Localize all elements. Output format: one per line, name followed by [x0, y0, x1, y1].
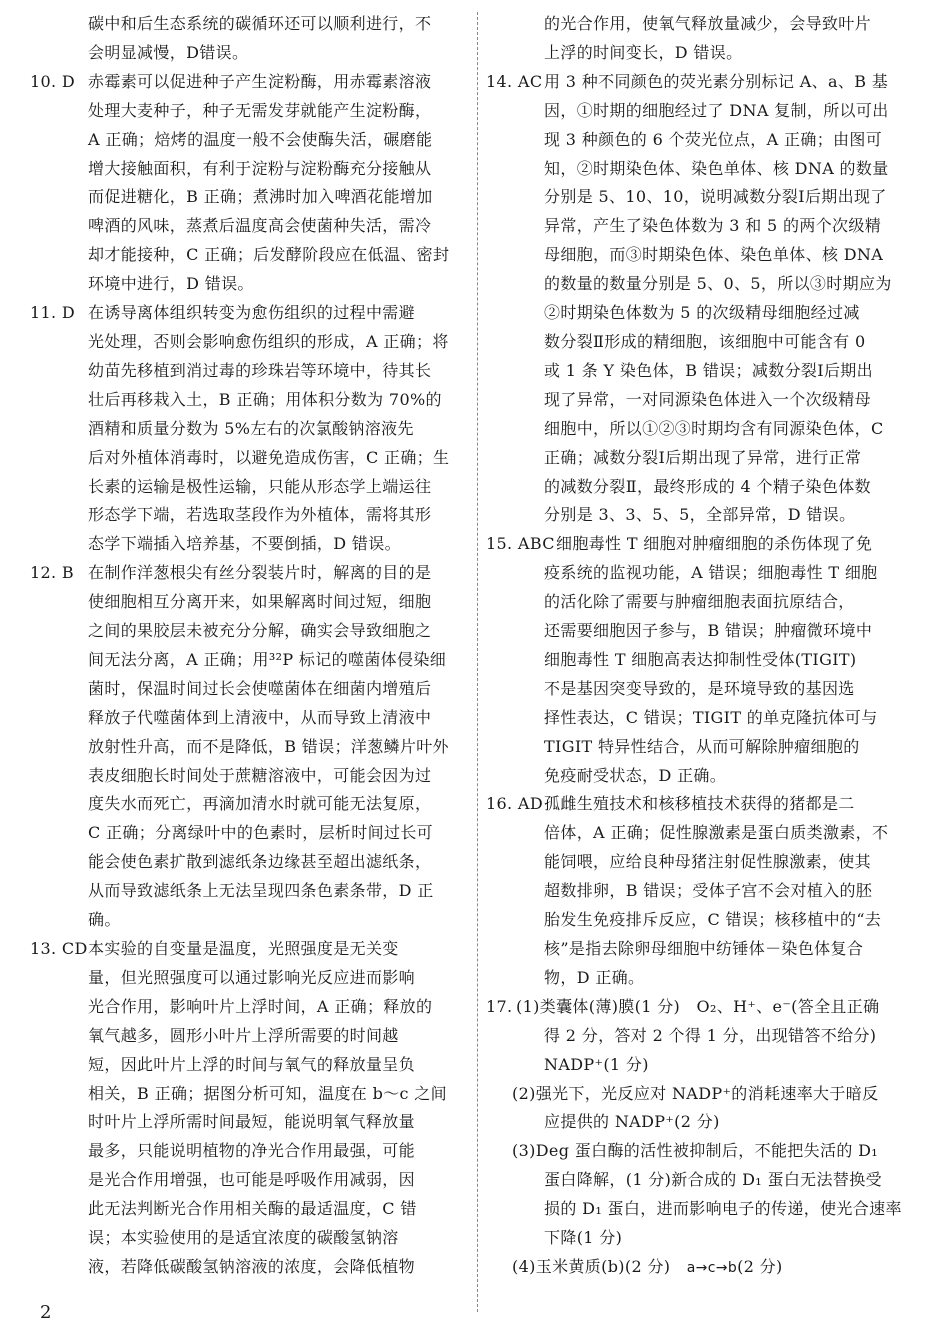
- answer-line: 细胞中，所以①②③时期均含有同源染色体，C: [544, 418, 884, 438]
- answer-line: 处理大麦种子，种子无需发芽就能产生淀粉酶，: [88, 100, 432, 120]
- answer-line: 表皮细胞长时间处于蔗糖溶液中，可能会因为过: [88, 765, 432, 785]
- answer-line: 确。: [88, 910, 121, 930]
- answer-line: 超数排卵，B 错误；受体子宫不会对植入的胚: [544, 881, 873, 901]
- answer-part-3: (3)Deg 蛋白酶的活性被抑制后，不能把失活的 D₁: [512, 1141, 879, 1161]
- answer-line: 壮后再移栽入土，B 正确；用体积分数为 70%的: [88, 389, 442, 409]
- answer-text: (4)玉米黄质(b)(2 分): [512, 1256, 687, 1276]
- answer-line: 分别是 3、3、5、5，全部异常，D 错误。: [544, 505, 856, 525]
- answer-line: 氧气越多，圆形小叶片上浮所需要的时间越: [88, 1025, 399, 1045]
- answer-line: 光处理，否则会影响愈伤组织的形成，A 正确；将: [88, 331, 449, 351]
- question-10: [30, 68, 470, 299]
- question-number: 14. AC: [486, 71, 543, 91]
- answer-line: 不是基因突变导致的，是环境导致的基因选: [544, 678, 855, 698]
- question-16: [486, 790, 918, 992]
- answer-line: 放射性升高，而不是降低，B 错误；洋葱鳞片叶外: [88, 736, 449, 756]
- answer-line: 核”是指去除卵母细胞中纺锤体－染色体复合: [544, 939, 864, 958]
- answer-line: 择性表达，C 错误；TIGIT 的单克隆抗体可与: [544, 707, 878, 727]
- question-17: [486, 993, 918, 1283]
- answer-line: 间无法分离，A 正确；用³²P 标记的噬菌体侵染细: [88, 649, 447, 669]
- q13-tail-line: 上浮的时间变长，D 错误。: [544, 42, 743, 62]
- answer-line: 倍体，A 正确；促性腺激素是蛋白质类激素，不: [544, 823, 889, 843]
- answer-line: 本实验的自变量是温度，光照强度是无关变: [88, 939, 399, 958]
- answer-line: 相关，B 正确；据图分析可知，温度在 b～c 之间: [88, 1083, 447, 1103]
- answer-line: 数分裂Ⅱ形成的精细胞，该细胞中可能含有 0: [544, 331, 866, 351]
- answer-part-1: (1)类囊体(薄)膜(1 分) O₂、H⁺、e⁻(答全且正确: [516, 996, 880, 1016]
- answer-line: 却才能接种，C 正确；后发酵阶段应在低温、密封: [88, 245, 450, 265]
- answer-line: 误；本实验使用的是适宜浓度的碳酸氢钠溶: [88, 1228, 399, 1248]
- answer-line: 菌时，保温时间过长会使噬菌体在细菌内增殖后: [88, 678, 432, 698]
- answer-line: ②时期染色体数为 5 的次级精母细胞经过减: [544, 303, 860, 323]
- answer-line: 增大接触面积，有利于淀粉与淀粉酶充分接触从: [88, 158, 432, 178]
- question-13: [30, 935, 470, 1282]
- q13-tail-line: 的光合作用，使氧气释放量减少，会导致叶片: [544, 14, 872, 33]
- answer-line: 正确；减数分裂Ⅰ后期出现了异常，进行正常: [544, 447, 862, 467]
- question-number: 10. D: [30, 71, 76, 91]
- answer-line: 孤雌生殖技术和核移植技术获得的猪都是二: [544, 794, 855, 814]
- answer-line: 应提供的 NADP⁺(2 分): [544, 1112, 720, 1132]
- answer-line: 用 3 种不同颜色的荧光素分别标记 A、a、B 基: [544, 71, 889, 91]
- answer-line: 免疫耐受状态，D 正确。: [544, 765, 727, 785]
- answer-line: 在制作洋葱根尖有丝分裂装片时，解离的目的是: [88, 563, 432, 583]
- right-column: [486, 10, 918, 1283]
- answer-line: 现 3 种颜色的 6 个荧光位点，A 正确；由图可: [544, 129, 883, 149]
- answer-line: 损的 D₁ 蛋白，进而影响电子的传递，使光合速率: [544, 1199, 902, 1219]
- answer-line: 使细胞相互分离开来，如果解离时间过短，细胞: [88, 592, 432, 612]
- answer-line: 物，D 正确。: [544, 967, 645, 987]
- answer-line: 异常，产生了染色体数为 3 和 5 的两个次级精: [544, 216, 882, 236]
- column-divider: [477, 12, 478, 1312]
- question-12: [30, 559, 470, 935]
- answer-line: 还需要细胞因子参与，B 错误；肿瘤微环境中: [544, 621, 873, 641]
- answer-line: 细胞毒性 T 细胞对肿瘤细胞的杀伤体现了免: [556, 534, 873, 554]
- question-number: 15. ABC: [486, 534, 555, 554]
- answer-line: NADP⁺(1 分): [544, 1054, 649, 1074]
- q9-tail-line: 碳中和后生态系统的碳循环还可以顺利进行，不: [88, 14, 432, 33]
- answer-line: 的活化除了需要与肿瘤细胞表面抗原结合，: [544, 592, 855, 612]
- answer-line: 释放子代噬菌体到上清液中，从而导致上清液中: [88, 707, 432, 727]
- answer-line: 液，若降低碳酸氢钠溶液的浓度，会降低植物: [88, 1256, 416, 1276]
- answer-line: 赤霉素可以促进种子产生淀粉酶，用赤霉素溶液: [88, 71, 432, 91]
- question-14: [486, 68, 918, 531]
- answer-line: 后对外植体消毒时，以避免造成伤害，C 正确；生: [88, 447, 450, 467]
- answer-line: 啤酒的风味，蒸煮后温度高会使菌种失活，需冷: [88, 216, 432, 236]
- page-number: 2: [40, 1302, 52, 1323]
- answer-line: 的减数分裂Ⅱ，最终形成的 4 个精子染色体数: [544, 476, 871, 496]
- answer-line: 是光合作用增强，也可能是呼吸作用减弱，因: [88, 1170, 416, 1190]
- question-number: 17.: [486, 996, 513, 1016]
- left-column: [30, 10, 470, 1282]
- question-number: 16. AD: [486, 794, 544, 814]
- answer-line: 蛋白降解，(1 分)新合成的 D₁ 蛋白无法替换受: [544, 1170, 882, 1190]
- score-text: (2 分): [737, 1256, 783, 1276]
- question-11: [30, 299, 470, 559]
- answer-line: 在诱导离体组织转变为愈伤组织的过程中需避: [88, 303, 416, 323]
- answer-line: 幼苗先移植到消过毒的珍珠岩等环境中，待其长: [88, 360, 432, 380]
- answer-line: 下降(1 分): [544, 1228, 623, 1248]
- question-15: [486, 530, 918, 790]
- answer-line: 长素的运输是极性运输，只能从形态学上端运往: [88, 476, 432, 496]
- question-number: 13. CD: [30, 939, 88, 958]
- answer-line: 母细胞，而③时期染色体、染色单体、核 DNA: [544, 245, 884, 265]
- answer-line: 现了异常，一对同源染色体进入一个次级精母: [544, 389, 872, 409]
- answer-line: 因，①时期的细胞经过了 DNA 复制，所以可出: [544, 100, 889, 120]
- answer-line: 量，但光照强度可以通过影响光反应进而影响: [88, 967, 416, 987]
- answer-line: 此无法判断光合作用相关酶的最适温度，C 错: [88, 1199, 417, 1219]
- answer-line: 得 2 分，答对 2 个得 1 分，出现错答不给分): [544, 1025, 877, 1045]
- answer-line: 之间的果胶层未被充分分解，确实会导致细胞之: [88, 621, 432, 641]
- question-number: 12. B: [30, 563, 75, 583]
- answer-line: 光合作用，影响叶片上浮时间，A 正确；释放的: [88, 996, 433, 1016]
- answer-line: 形态学下端，若选取茎段作为外植体，需将其形: [88, 505, 432, 525]
- answer-line: 的数量的数量分别是 5、0、5，所以③时期应为: [544, 274, 892, 294]
- answer-line: 最多，只能说明植物的净光合作用最强，可能: [88, 1141, 416, 1161]
- question-number: 11. D: [30, 303, 76, 323]
- answer-line: A 正确；焙烤的温度一般不会使酶失活，碾磨能: [88, 129, 433, 149]
- answer-line: C 正确；分离绿叶中的色素时，层析时间过长可: [88, 823, 434, 843]
- pathway-arrow-chain: a→c→b: [686, 1259, 738, 1276]
- answer-line: 胎发生免疫排斥反应，C 错误；核移植中的“去: [544, 910, 882, 930]
- answer-line: 环境中进行，D 错误。: [88, 274, 254, 294]
- answer-line: 度失水而死亡，再滴加清水时就可能无法复原，: [88, 794, 432, 814]
- answer-line: 从而导致滤纸条上无法呈现四条色素条带，D 正: [88, 881, 434, 901]
- answer-line: 态学下端插入培养基，不要倒插，D 错误。: [88, 534, 401, 554]
- answer-line: 细胞毒性 T 细胞高表达抑制性受体(TIGIT): [544, 649, 857, 669]
- answer-line: 短，因此叶片上浮的时间与氧气的释放量呈负: [88, 1054, 416, 1074]
- answer-line: 分别是 5、10、10，说明减数分裂Ⅰ后期出现了: [544, 187, 887, 207]
- answer-line: 而促进糖化，B 正确；煮沸时加入啤酒花能增加: [88, 187, 433, 207]
- answer-line: 酒精和质量分数为 5%左右的次氯酸钠溶液先: [88, 418, 414, 438]
- answer-line: 或 1 条 Y 染色体，B 错误；减数分裂Ⅰ后期出: [544, 360, 874, 380]
- answer-line: 时叶片上浮所需时间最短，能说明氧气释放量: [88, 1112, 416, 1132]
- answer-line: 能会使色素扩散到滤纸条边缘甚至超出滤纸条，: [88, 852, 432, 872]
- answer-part-4: [486, 1253, 918, 1283]
- answer-line: 能饲喂，应给良种母猪注射促性腺激素，使其: [544, 852, 872, 872]
- answer-part-2: (2)强光下，光反应对 NADP⁺的消耗速率大于暗反: [512, 1083, 879, 1103]
- answer-line: 疫系统的监视功能，A 错误；细胞毒性 T 细胞: [544, 563, 878, 583]
- q9-tail-line: 会明显减慢，D错误。: [88, 42, 249, 62]
- answer-line: 知，②时期染色体、染色单体、核 DNA 的数量: [544, 158, 889, 178]
- answer-line: TIGIT 特异性结合，从而可解除肿瘤细胞的: [544, 736, 860, 756]
